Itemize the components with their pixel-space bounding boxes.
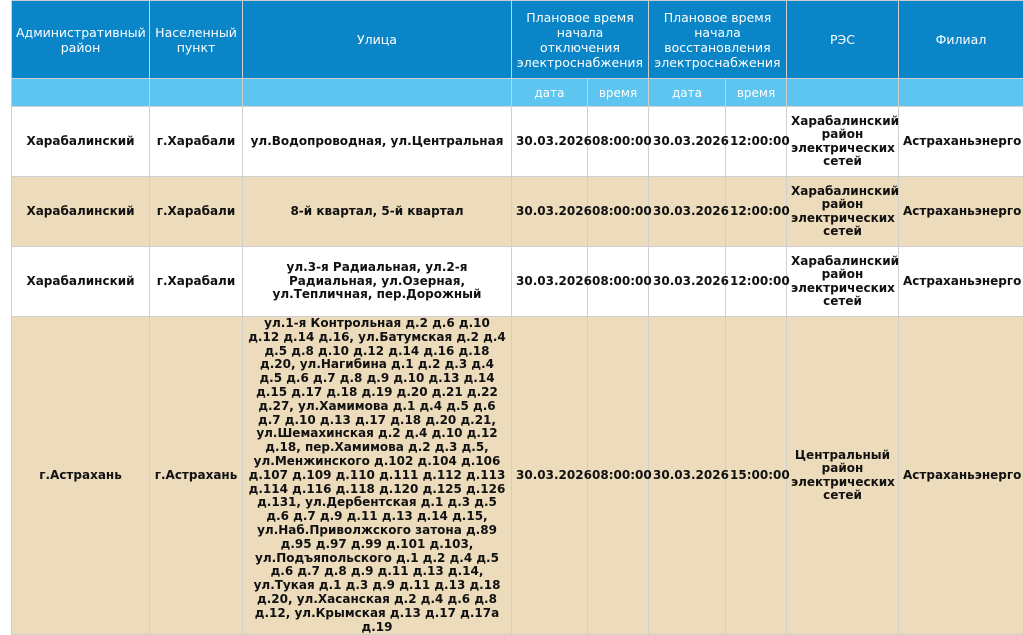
cell-locality: г.Харабали xyxy=(150,177,243,247)
cell-off-date: 30.03.2026 xyxy=(512,177,588,247)
cell-off-date: 30.03.2026 xyxy=(512,247,588,317)
cell-res: Харабалинский район электрических сетей xyxy=(787,247,899,317)
header-locality: Населенный пункт xyxy=(150,1,243,79)
cell-district: Харабалинский xyxy=(12,107,150,177)
cell-on-time: 12:00:00 xyxy=(726,247,787,317)
header-planned-restore: Плановое время начала восстановления электроснабжения xyxy=(649,1,787,79)
cell-street: ул.Водопроводная, ул.Центральная xyxy=(243,107,512,177)
cell-branch: Астраханьэнерго xyxy=(899,317,1024,635)
header-planned-off: Плановое время начала отключения электроснабжения xyxy=(512,1,649,79)
cell-branch: Астраханьэнерго xyxy=(899,247,1024,317)
table-row xyxy=(12,177,1024,247)
cell-street: 8-й квартал, 5-й квартал xyxy=(243,177,512,247)
cell-off-date: 30.03.2026 xyxy=(512,317,588,635)
cell-on-date: 30.03.2026 xyxy=(649,177,726,247)
cell-off-time: 08:00:00 xyxy=(588,177,649,247)
cell-locality: г.Харабали xyxy=(150,247,243,317)
table-row xyxy=(12,317,1024,635)
subheader-on-date: дата xyxy=(649,79,726,107)
header-street: Улица xyxy=(243,1,512,79)
subheader-off-time: время xyxy=(588,79,649,107)
cell-off-time: 08:00:00 xyxy=(588,107,649,177)
cell-off-date: 30.03.2026 xyxy=(512,107,588,177)
table-row xyxy=(12,247,1024,317)
subheader-empty xyxy=(243,79,512,107)
header-district: Административный район xyxy=(12,1,150,79)
cell-branch: Астраханьэнерго xyxy=(899,107,1024,177)
cell-district: Харабалинский xyxy=(12,177,150,247)
cell-on-date: 30.03.2026 xyxy=(649,107,726,177)
cell-res: Центральный район электрических сетей xyxy=(787,317,899,635)
cell-off-time: 08:00:00 xyxy=(588,247,649,317)
subheader-row xyxy=(12,79,1024,107)
cell-branch: Астраханьэнерго xyxy=(899,177,1024,247)
subheader-empty xyxy=(12,79,150,107)
cell-on-time: 15:00:00 xyxy=(726,317,787,635)
cell-district: Харабалинский xyxy=(12,247,150,317)
table-row xyxy=(12,107,1024,177)
outage-table xyxy=(11,0,1024,635)
cell-on-time: 12:00:00 xyxy=(726,107,787,177)
subheader-on-time: время xyxy=(726,79,787,107)
cell-district: г.Астрахань xyxy=(12,317,150,635)
cell-locality: г.Астрахань xyxy=(150,317,243,635)
subheader-empty xyxy=(150,79,243,107)
cell-res: Харабалинский район электрических сетей xyxy=(787,177,899,247)
cell-street: ул.3-я Радиальная, ул.2-я Радиальная, ул.Озерная, ул.Тепличная, пер.Дорожный xyxy=(243,247,512,317)
cell-locality: г.Харабали xyxy=(150,107,243,177)
header-row xyxy=(12,1,1024,79)
subheader-empty xyxy=(899,79,1024,107)
cell-street: ул.1-я Контрольная д.2 д.6 д.10 д.12 д.14 д.16, ул.Батумская д.2 д.4 д.5 д.8 д.10 д.12 д.14 д.16 д.18 д.20, ул.Нагибина д.1 д.2 д.3 д.4 д.5 д.6 д.7 д.8 д.9 д.10 д.13 д.14 д.15 д.17 д.18 д.19 д.20 д.21 д.22 д.27, ул.Хамимова д.1 д.4 д.5 д.6 д.7 д.10 д.13 д.17 д.18 д.20 д.21, ул.Шемахинская д.2 д.4 д.10 д.12 д.18, пер.Хамимова д.2 д.3 д.5, ул.Менжинского д.102 д.104 д.106 д.107 д.109 д.110 д.111 д.112 д.113 д.114 д.116 д.118 д.120 д.125 д.126 д.131, ул.Дербентская д.1 д.3 д.5 д.6 д.7 д.9 д.11 д.13 д.14 д.15, ул.Наб.Приволжского затона д.89 д.95 д.97 д.99 д.101 д.103, ул.Подъяпольского д.1 д.2 д.4 д.5 д.6 д.7 д.8 д.9 д.11 д.13 д.14, ул.Тукая д.1 д.3 д.9 д.11 д.13 д.18 д.20, ул.Хасанская д.2 д.4 д.6 д.8 д.12, ул.Крымская д.13 д.17 д.17а д.19 xyxy=(243,317,512,635)
subheader-off-date: дата xyxy=(512,79,588,107)
header-branch: Филиал xyxy=(899,1,1024,79)
cell-on-time: 12:00:00 xyxy=(726,177,787,247)
subheader-empty xyxy=(787,79,899,107)
cell-on-date: 30.03.2026 xyxy=(649,317,726,635)
cell-off-time: 08:00:00 xyxy=(588,317,649,635)
cell-on-date: 30.03.2026 xyxy=(649,247,726,317)
cell-res: Харабалинский район электрических сетей xyxy=(787,107,899,177)
header-res: РЭС xyxy=(787,1,899,79)
